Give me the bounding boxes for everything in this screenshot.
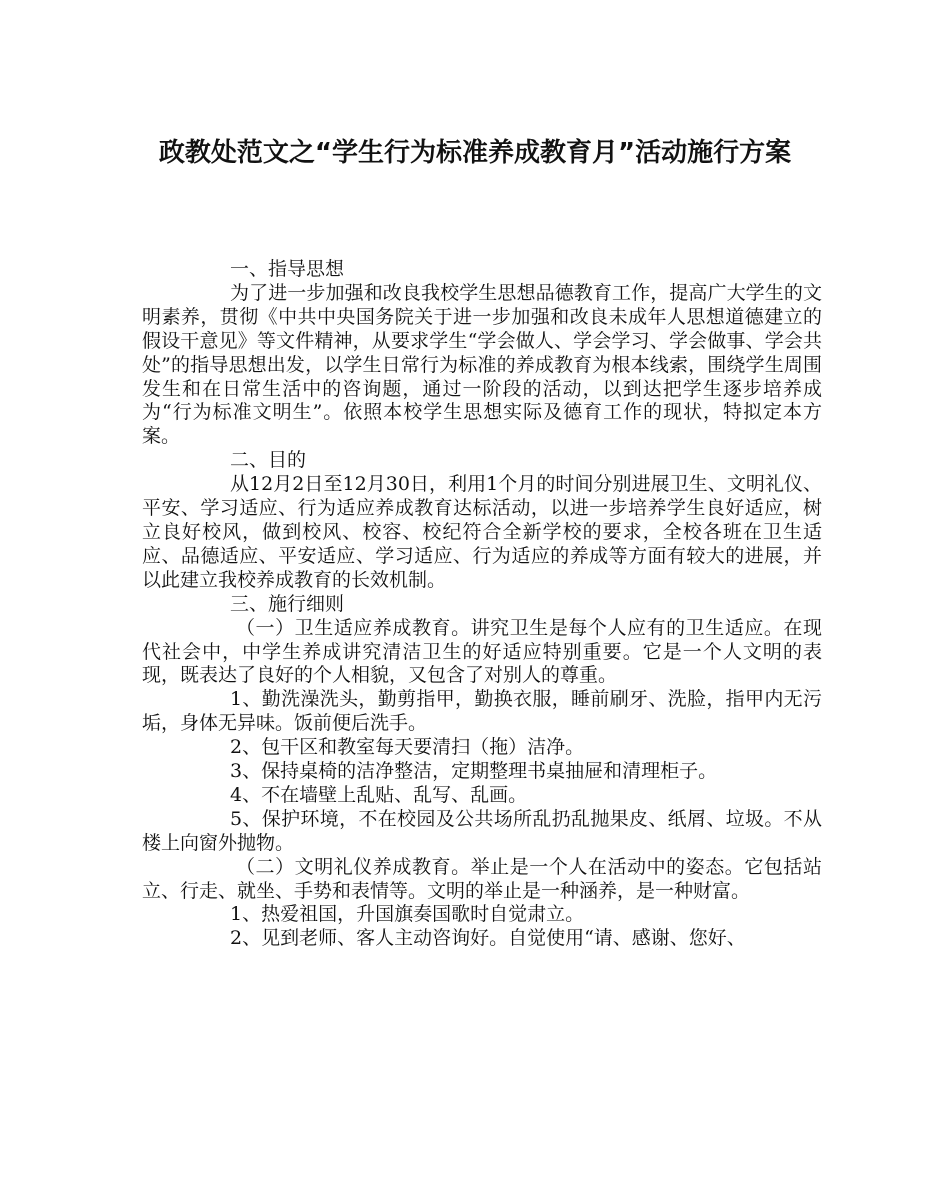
list-item: 2、见到老师、客人主动咨询好。自觉使用“请、感谢、您好、 [230, 927, 746, 950]
section-heading: 三、施行细则 [230, 592, 345, 615]
paragraph: （一）卫生适应养成教育。讲究卫生是每个人应有的卫生适应。在现代社会中，中学生养成讲究清洁卫生的好适应特别重要。它是一个人文明的表现，既表达了良好的个人相貌，又包含了对别人的尊重。 [142, 616, 822, 687]
paragraph: （二）文明礼仪养成教育。举止是一个人在活动中的姿态。它包括站立、行走、就坐、手势和表情等。文明的举止是一种涵养，是一种财富。 [142, 855, 822, 902]
document-title: 政教处范文之“学生行为标准养成教育月”活动施行方案 [158, 138, 792, 168]
section-heading: 一、指导思想 [230, 258, 345, 280]
document-body [142, 258, 822, 951]
paragraph: 为了进一步加强和改良我校学生思想品德教育工作，提高广大学生的文明素养，贯彻《中共中央国务院关于进一步加强和改良未成年人思想道德建立的假设干意见》等文件精神，从要求学生“学会做人、学会学习、学会做事、学会共处”的指导思想出发，以学生日常行为标准的养成教育为根本线索，围绕学生周围发生和在日常生活中的咨询题，通过一阶段的活动，以到达把学生逐步培养成为“行为标准文明生”。依照本校学生思想实际及德育工作的现状，特拟定本方案。 [142, 281, 822, 448]
list-item: 1、热爱祖国，升国旗奏国歌时自觉肃立。 [230, 903, 585, 926]
paragraph: 从12月2日至12月30日，利用1个月的时间分别进展卫生、文明礼仪、平安、学习适应、行为适应养成教育达标活动，以进一步培养学生良好适应，树立良好校风，做到校风、校容、校纪符合全新学校的要求，全校各班在卫生适应、品德适应、平安适应、学习适应、行为适应的养成等方面有较大的进展，并以此建立我校养成教育的长效机制。 [142, 473, 822, 591]
list-item: 4、不在墙壁上乱贴、乱写、乱画。 [230, 783, 528, 806]
list-item: 3、保持桌椅的洁净整洁，定期整理书桌抽屉和清理柜子。 [230, 760, 718, 783]
section-heading: 二、目的 [230, 449, 307, 472]
list-item: 2、包干区和教室每天要清扫（拖）洁净。 [230, 736, 585, 759]
list-item: 1、勤洗澡洗头，勤剪指甲，勤换衣服，睡前刷牙、洗脸，指甲内无污垢，身体无异味。饭前便后洗手。 [142, 688, 822, 735]
list-item: 5、保护环境，不在校园及公共场所乱扔乱抛果皮、纸屑、垃圾。不从楼上向窗外抛物。 [142, 807, 822, 854]
